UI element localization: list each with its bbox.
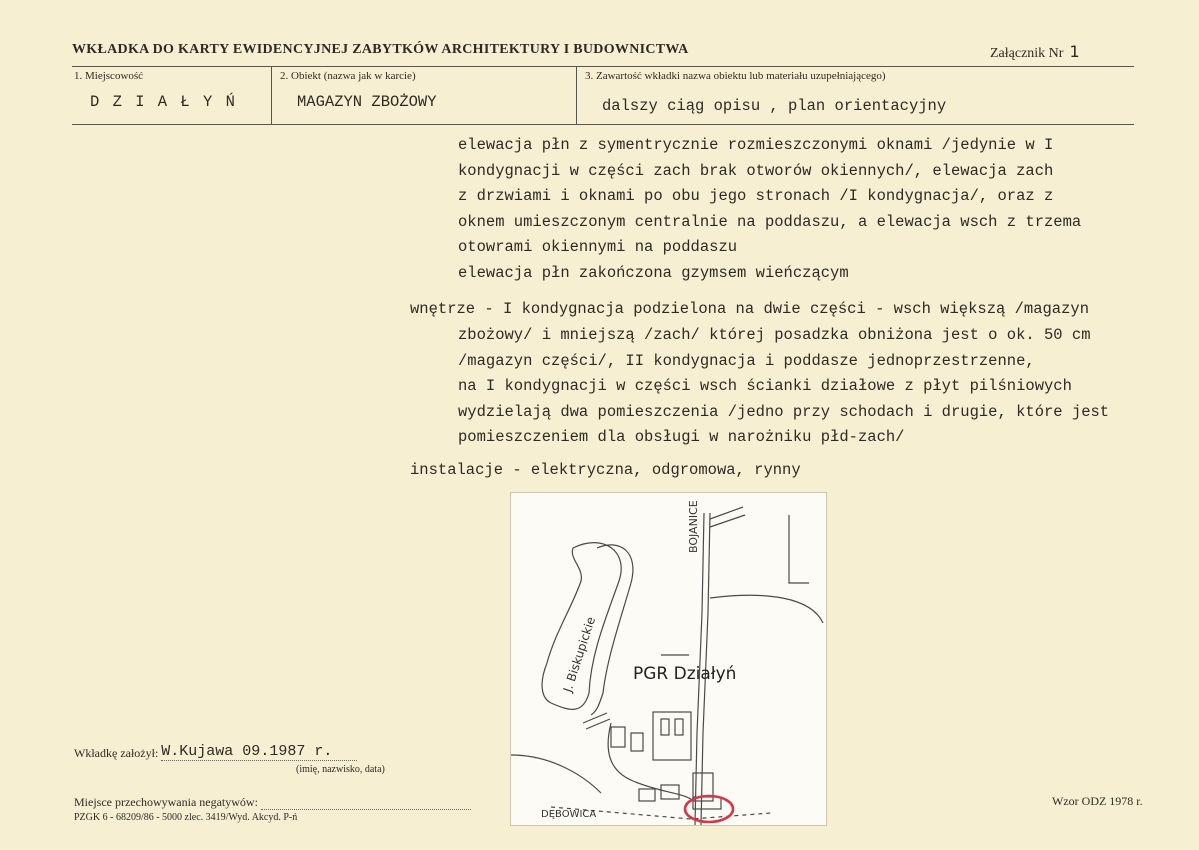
attachment-value: 1 — [1069, 42, 1080, 61]
text-line: elewacja płn z symentrycznie rozmieszczonymi oknami /jedynie w I — [458, 136, 1054, 154]
description-facades — [458, 133, 1081, 287]
creek-line — [511, 755, 601, 793]
object-value: MAGAZYN ZBOŻOWY — [297, 93, 437, 111]
lake-shore-outer — [591, 545, 633, 715]
farm-building — [639, 789, 655, 801]
farm-label: PGR Działyń — [633, 664, 737, 684]
field-boundary — [710, 595, 823, 623]
negatives-line — [74, 794, 471, 810]
form-title: WKŁADKA DO KARTY EWIDENCYJNEJ ZABYTKÓW ARCHITEKTURY I BUDOWNICTWA — [72, 42, 689, 57]
path-line — [583, 713, 610, 729]
farm-building — [675, 719, 683, 735]
object-label: 2. Obiekt (nazwa jak w karcie) — [280, 70, 416, 82]
text-line: wydzielają dwa pomieszczenia /jedno przy schodach i drugie, które jest — [458, 402, 1110, 421]
orientation-map-drawing — [511, 493, 826, 825]
farm-building — [631, 733, 643, 751]
header-rule — [72, 66, 1134, 67]
text-line: otowrami okiennymi na poddaszu — [458, 238, 738, 257]
fields-rule — [72, 124, 1134, 125]
founded-value: W.Kujawa 09.1987 r. — [161, 743, 357, 761]
locality-value: D Z I A Ł Y Ń — [90, 93, 237, 111]
lake-label: J. Biskupickie — [560, 615, 599, 694]
text-line: oknem umieszczonym centralnie na poddaszu, a elewacja wsch z trzema — [458, 212, 1082, 231]
founded-label: Wkładkę założył: — [74, 746, 159, 760]
form-reference: Wzor ODZ 1978 r. — [1052, 794, 1143, 808]
road-label: BOJANICE — [687, 500, 700, 553]
locality-label: 1. Miejscowość — [74, 70, 144, 82]
content-label: 3. Zawartość wkładki nazwa obiektu lub materiału uzupełniającego) — [585, 70, 886, 82]
text-line: /magazyn części/, II kondygnacja i poddasze jednoprzestrzenne, — [458, 351, 1035, 370]
text-line: zbożowy/ i mniejszą /zach/ której posadzka obniżona jest o ok. 50 cm — [458, 326, 1091, 344]
description-installations: instalacje - elektryczna, odgromowa, rynny — [410, 461, 801, 479]
north-arrow-icon — [789, 515, 809, 583]
field-divider — [576, 66, 577, 124]
text-line: pomieszczeniem dla obsługi w narożniku płd-zach/ — [458, 428, 905, 447]
attachment-label: Załącznik Nr — [990, 46, 1064, 61]
text-line: kondygnacji w części zach brak otworów okiennych/, elewacja zach — [458, 161, 1054, 180]
farm-building-block — [653, 712, 691, 760]
founded-hint: (imię, nazwisko, data) — [296, 764, 385, 775]
description-interior-first: wnętrze - I kondygnacja podzielona na dwie części - wsch większą /magazyn — [410, 300, 1090, 318]
print-info: PZGK 6 - 68209/86 - 5000 zlec. 3419/Wyd. Akcyd. P-ń — [74, 812, 298, 823]
orientation-map — [510, 492, 827, 826]
attachment-number — [990, 42, 1080, 62]
text-line: na I kondygnacji w części wsch ścianki działowe z płyt pilśniowych — [458, 377, 1072, 396]
farm-building — [661, 719, 669, 735]
village-label: DĘBOWICA — [541, 809, 597, 820]
text-line: z drzwiami i oknami po obu jego stronach /I kondygnacja/, oraz z — [458, 187, 1054, 206]
text-line: elewacja płn zakończona gzymsem wieńczącym — [458, 263, 849, 282]
farm-building — [611, 727, 625, 747]
negatives-label: Miejsce przechowywania negatywów: — [74, 795, 258, 809]
content-value: dalszy ciąg opisu , plan orientacyjny — [602, 97, 947, 115]
field-divider — [271, 66, 272, 124]
description-interior — [458, 323, 1109, 451]
founded-line — [74, 743, 357, 761]
negatives-value-line — [261, 794, 471, 810]
